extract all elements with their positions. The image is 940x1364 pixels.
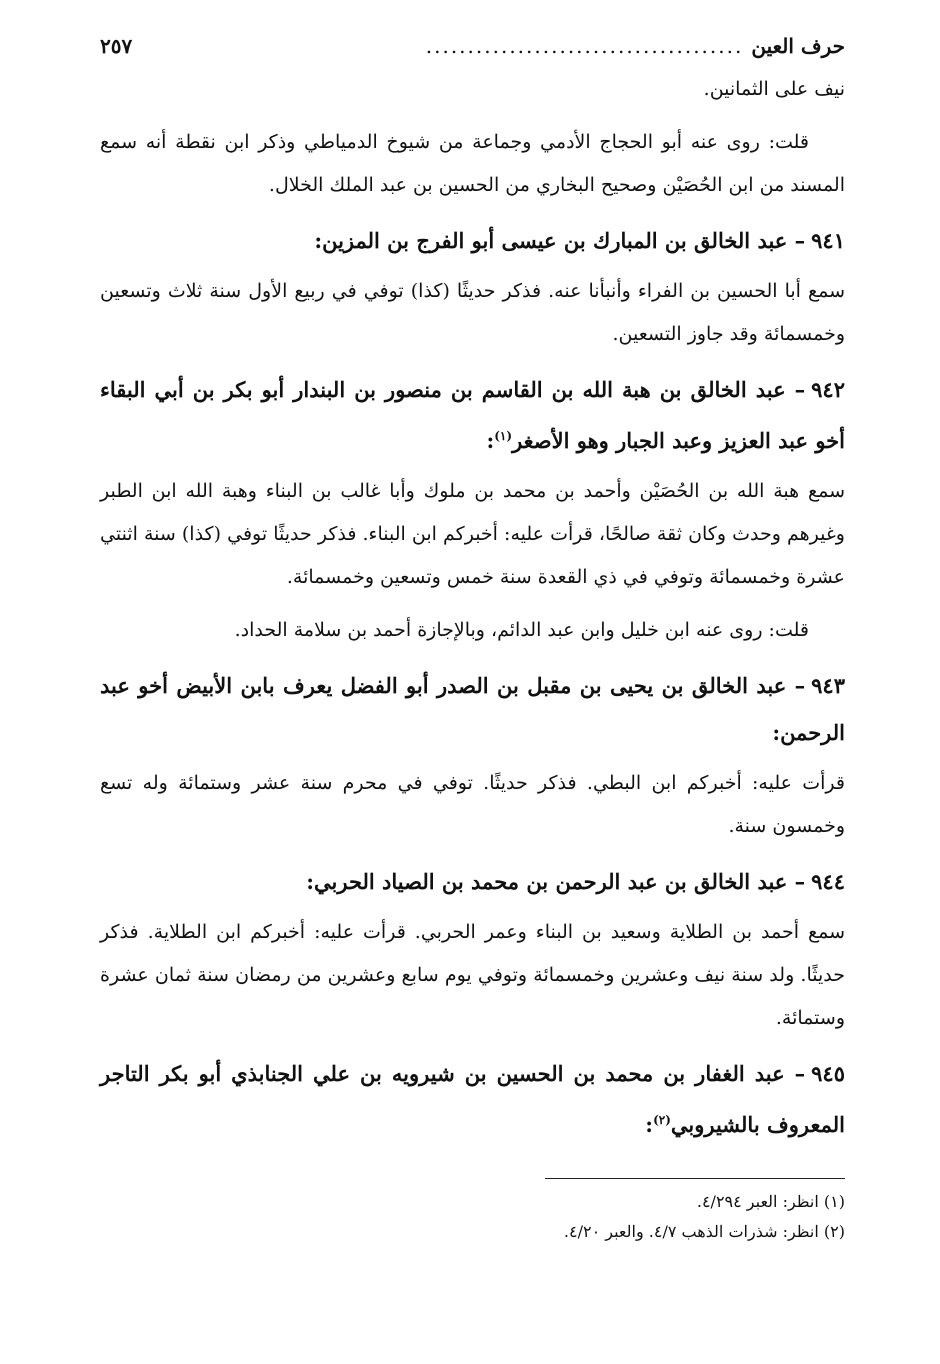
leader-dots: ......................................	[425, 34, 744, 58]
footnote: (١) انظر: العبر ٤/٢٩٤.	[696, 1192, 845, 1211]
entry-number: ٩٤٢	[811, 377, 845, 402]
entry-title: – عبد الخالق بن عبد الرحمن بن محمد بن الصياد الحربي:	[306, 869, 806, 894]
continuation-text: نيف على الثمانين.	[703, 78, 845, 100]
running-head	[100, 28, 845, 68]
book-page	[100, 28, 845, 1247]
entry-text: سمع هبة الله بن الحُصَيْن وأحمد بن محمد بن ملوك وأبا غالب بن البناء وهبة الله ابن الطبر وغيرهم وحدث وكان ثقة صالحًا، قرأت عليه: أخبركم ابن البناء. فذكر حديثًا توفي (كذا) سنة اثنتي عشرة وخمسمائة وتوفي في ذي القعدة سنة خمس وتسعين وخمسمائة.	[100, 480, 845, 588]
entry-title: – عبد الخالق بن المبارك بن عيسى أبو الفرج بن المزين:	[314, 228, 806, 253]
page-number: ٢٥٧	[100, 34, 133, 58]
entry-number: ٩٤١	[811, 228, 845, 253]
entry-title: – عبد الغفار بن محمد بن الحسين بن شيرويه بن علي الجنابذي أبو بكر التاجر المعروف بالشيروبي	[100, 1061, 845, 1137]
entry-text: قرأت عليه: أخبركم ابن البطي. فذكر حديثًا. توفي في محرم سنة عشر وستمائة وله تسع وخمسون سنة.	[100, 772, 845, 837]
entry-heading-941	[100, 217, 845, 264]
entry-heading-942	[100, 366, 845, 464]
entry-heading-944	[100, 858, 845, 905]
entry-text: سمع أبا الحسين بن الفراء وأنبأنا عنه. فذكر حديثًا (كذا) توفي في ربيع الأول سنة ثلاث وتسعين وخمسمائة وقد جاوز التسعين.	[100, 280, 845, 345]
entry-title: – عبد الخالق بن يحيى بن مقبل بن الصدر أبو الفضل يعرف بابن الأبيض أخو عبد الرحمن:	[100, 673, 845, 745]
section-title: حرف العين	[751, 34, 845, 58]
entry-title: – عبد الخالق بن هبة الله بن القاسم بن منصور بن البندار أبو بكر بن أبي البقاء أخو عبد العزيز وعبد الجبار وهو الأصغر	[100, 377, 845, 453]
entry-number: ٩٤٤	[811, 869, 845, 894]
footnotes	[100, 1178, 845, 1247]
entry-number: ٩٤٥	[811, 1061, 845, 1086]
footnote-marker[interactable]: (٢)	[653, 1113, 671, 1127]
entry-number: ٩٤٣	[811, 673, 845, 698]
editor-note: قلت: روى عنه ابن خليل وابن عبد الدائم، وبالإجازة أحمد بن سلامة الحداد.	[234, 619, 809, 641]
footnote-divider	[545, 1178, 845, 1179]
editor-note: قلت: روى عنه أبو الحجاج الأدمي وجماعة من شيوخ الدمياطي وذكر ابن نقطة أنه سمع المسند من ابن الحُصَيْن وصحيح البخاري من الحسين بن عبد الملك الخلال.	[100, 131, 845, 196]
footnote-marker[interactable]: (١)	[494, 429, 513, 443]
entry-heading-945	[100, 1050, 845, 1148]
footnote: (٢) انظر: شذرات الذهب ٤/٧. والعبر ٤/٢٠.	[563, 1222, 845, 1241]
entry-text: سمع أحمد بن الطلاية وسعيد بن البناء وعمر الحربي. قرأت عليه: أخبركم ابن الطلاية. فذكر حديثًا. ولد سنة نيف وعشرين وخمسمائة وتوفي يوم سابع وعشرين من رمضان سنة ثمان عشرة وستمائة.	[100, 921, 845, 1029]
entry-heading-943	[100, 662, 845, 756]
entry-title-end: :	[486, 428, 495, 453]
entry-title-end: :	[645, 1112, 654, 1137]
